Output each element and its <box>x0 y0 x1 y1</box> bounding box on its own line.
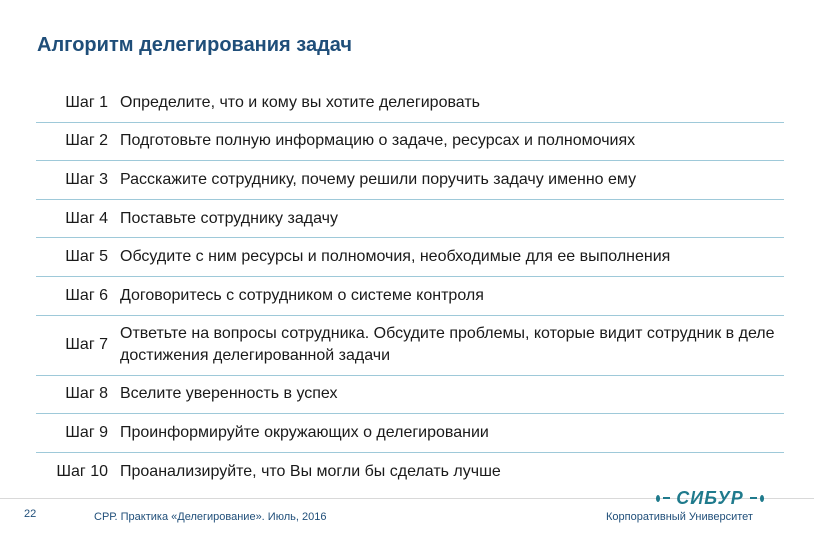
step-text: Расскажите сотруднику, почему решили поручить задачу именно ему <box>120 170 637 188</box>
step-text: Ответьте на вопросы сотрудника. Обсудите проблемы, которые видит сотрудник в деле достижения делегированной задачи <box>120 325 775 365</box>
step-text: Проинформируйте окружающих о делегировании <box>120 423 489 441</box>
step-label: Шаг 9 <box>65 423 108 441</box>
step-label: Шаг 5 <box>65 248 108 266</box>
step-row <box>36 376 784 415</box>
step-label: Шаг 6 <box>65 286 108 304</box>
step-label: Шаг 7 <box>65 336 108 354</box>
step-row <box>36 123 784 162</box>
step-text: Обсудите с ним ресурсы и полномочия, необходимые для ее выполнения <box>120 248 671 266</box>
step-text: Поставьте сотруднику задачу <box>120 209 338 227</box>
step-row <box>36 414 784 453</box>
course-caption: СРР. Практика «Делегирование». Июль, 2016 <box>94 511 327 523</box>
step-label: Шаг 2 <box>65 132 108 150</box>
page-number: 22 <box>24 508 37 520</box>
step-text: Определите, что и кому вы хотите делегировать <box>120 93 480 111</box>
step-row <box>36 453 784 492</box>
sibur-logo <box>656 487 764 509</box>
step-label: Шаг 4 <box>65 209 108 227</box>
step-row <box>36 200 784 239</box>
logo-dot-icon <box>760 495 764 502</box>
step-label: Шаг 1 <box>65 93 108 111</box>
logo-dash-icon <box>750 497 757 499</box>
step-row <box>36 84 784 123</box>
step-label: Шаг 10 <box>56 463 108 481</box>
logo-dash-icon <box>663 497 670 499</box>
step-text: Вселите уверенность в успех <box>120 385 338 403</box>
logo-dot-icon <box>656 495 660 502</box>
step-label: Шаг 8 <box>65 385 108 403</box>
step-text: Договоритесь с сотрудником о системе контроля <box>120 286 484 304</box>
university-caption: Корпоративный Университет <box>606 511 753 523</box>
step-row <box>36 238 784 277</box>
step-text: Проанализируйте, что Вы могли бы сделать лучше <box>120 463 501 481</box>
step-row <box>36 161 784 200</box>
step-text: Подготовьте полную информацию о задаче, ресурсах и полномочиях <box>120 132 636 150</box>
logo-wordmark: СИБУР <box>676 487 744 508</box>
step-row <box>36 277 784 316</box>
step-row <box>36 316 784 376</box>
slide-title: Алгоритм делегирования задач <box>37 34 353 56</box>
steps-list <box>36 84 784 491</box>
step-label: Шаг 3 <box>65 170 108 188</box>
